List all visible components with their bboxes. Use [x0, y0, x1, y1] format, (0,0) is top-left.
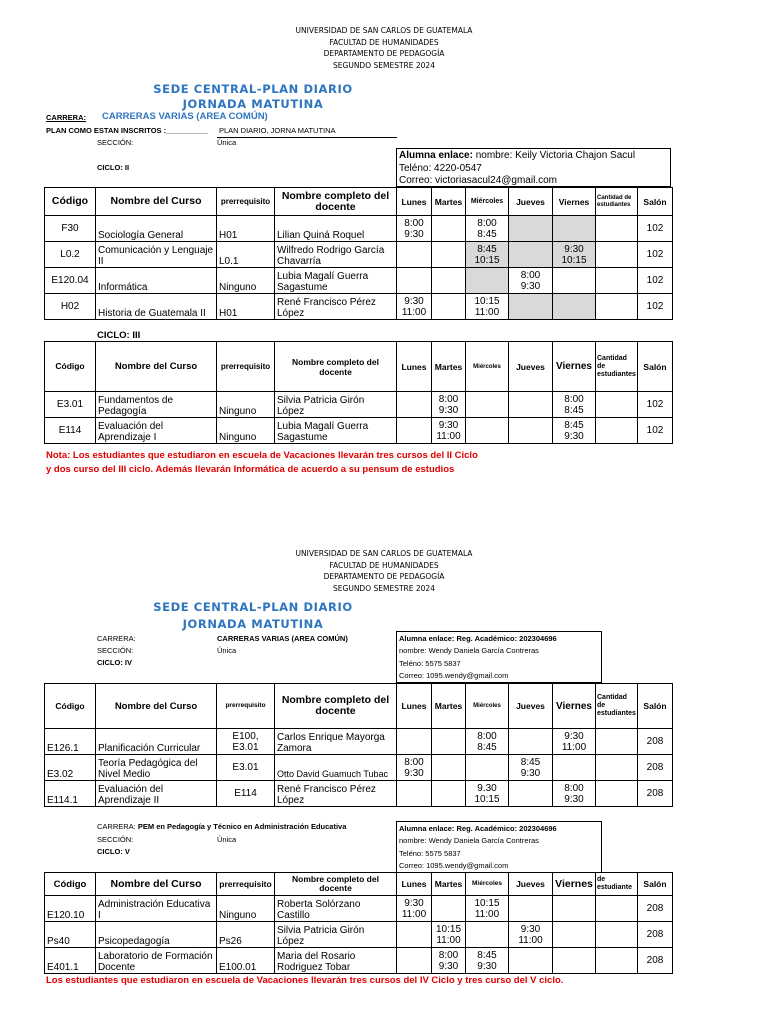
cell-codigo: H02 [45, 294, 96, 320]
cell-curso: Historia de Guatemala II [96, 294, 217, 320]
cell-salon: 208 [638, 781, 673, 807]
col-viernes: Viernes [553, 873, 596, 896]
col-martes: Martes [432, 188, 466, 216]
table-row [45, 729, 673, 755]
col-prerrequisito: prerrequisito [217, 873, 275, 896]
cell-curso: Evaluación del Aprendizaje II [96, 781, 217, 807]
col-cantidad: de estudiante [596, 873, 638, 896]
cell-docente: Lubia Magalí Guerra Sagastume [275, 268, 397, 294]
col-salon: Salón [638, 188, 673, 216]
cell-pre: E114 [217, 781, 275, 807]
enlace-label: Alumna enlace: [399, 150, 473, 161]
cell-miercoles: 10:15 11:00 [466, 896, 509, 922]
cell-miercoles [466, 392, 509, 418]
col-lunes: Lunes [397, 188, 432, 216]
seccion-label: SECCIÓN: [97, 138, 134, 147]
table-row [45, 216, 673, 242]
table-row [45, 922, 673, 948]
table-row [45, 268, 673, 294]
col-salon: Salón [638, 684, 673, 729]
cell-codigo: E114 [45, 418, 96, 444]
cell-jueves [509, 418, 553, 444]
plan-label: PLAN COMO ESTAN INSCRITOS :__________ [46, 126, 208, 135]
faculty-name: FACULTAD DE HUMANIDADES [329, 37, 439, 47]
cell-martes [432, 242, 466, 268]
cell-salon: 208 [638, 729, 673, 755]
cell-miercoles: 8:45 9:30 [466, 948, 509, 974]
table-header-row [45, 342, 673, 392]
cell-martes [432, 781, 466, 807]
cell-viernes: 8:00 8:45 [553, 392, 596, 418]
enlace-name: nombre: Wendy Daniela García Contreras [399, 646, 539, 656]
col-prerrequisito: prerrequisito [217, 684, 275, 729]
cell-salon: 102 [638, 216, 673, 242]
seccion-value: Única [217, 835, 237, 844]
ciclo-label: CICLO: V [97, 847, 130, 856]
cell-salon: 102 [638, 392, 673, 418]
col-lunes: Lunes [397, 342, 432, 392]
col-salon: Salón [638, 342, 673, 392]
col-jueves: Jueves [509, 873, 553, 896]
cell-cant [596, 216, 638, 242]
cell-docente: Silvia Patricia Girón López [275, 392, 397, 418]
cell-lunes [397, 242, 432, 268]
cell-salon: 102 [638, 294, 673, 320]
faculty-name: FACULTAD DE HUMANIDADES [329, 560, 439, 570]
cell-curso: Fundamentos de Pedagogía [96, 392, 217, 418]
cell-pre: E3.01 [217, 755, 275, 781]
col-codigo: Código [45, 342, 96, 392]
cell-cant [596, 268, 638, 294]
cell-codigo: E401.1 [45, 948, 96, 974]
cell-docente: Lilian Quiná Roquel [275, 216, 397, 242]
cell-jueves [509, 729, 553, 755]
alumna-enlace-box-2 [396, 631, 602, 683]
col-viernes: Viernes [553, 188, 596, 216]
cell-salon: 102 [638, 242, 673, 268]
cell-martes: 8:00 9:30 [432, 948, 466, 974]
seccion-label: SECCIÓN: [97, 835, 134, 844]
col-viernes: Viernes [553, 684, 596, 729]
institution-header-1 [0, 25, 768, 71]
cell-martes [432, 294, 466, 320]
ciclo-3-label: CICLO: III [97, 330, 141, 341]
cell-salon: 208 [638, 922, 673, 948]
col-prerrequisito: prerrequisito [217, 188, 275, 216]
carrera-value: CARRERAS VARIAS (AREA COMÚN) [217, 634, 348, 643]
table-row [45, 392, 673, 418]
cell-miercoles: 8:00 8:45 [466, 216, 509, 242]
table-row [45, 755, 673, 781]
cell-cant [596, 755, 638, 781]
cell-lunes [397, 729, 432, 755]
cell-docente: Otto David Guamuch Tubac [275, 755, 397, 781]
cell-curso: Comunicación y Lenguaje II [96, 242, 217, 268]
cell-lunes [397, 418, 432, 444]
cell-pre: Ninguno [217, 418, 275, 444]
cell-pre: H01 [217, 294, 275, 320]
cell-jueves [509, 781, 553, 807]
enlace-label: Alumna enlace: Reg. Académico: 202304696 [399, 634, 557, 643]
cell-salon: 208 [638, 948, 673, 974]
cell-jueves [509, 242, 553, 268]
cell-pre: Ninguno [217, 896, 275, 922]
enlace-email: Correo: victoriasacul24@gmail.com [399, 175, 557, 186]
cell-curso: Sociología General [96, 216, 217, 242]
cell-lunes [397, 268, 432, 294]
carrera-label: CARRERA: [97, 822, 136, 831]
col-jueves: Jueves [509, 188, 553, 216]
enlace-phone: Teléno: 4220-0547 [399, 162, 482, 174]
cell-lunes [397, 948, 432, 974]
cell-lunes: 8:00 9:30 [397, 755, 432, 781]
note-line-1: Nota: Los estudiantes que estudiaron en escuela de Vacaciones llevarán tres cursos del II Ciclo [46, 450, 478, 461]
cell-codigo: E120.10 [45, 896, 96, 922]
cell-pre: H01 [217, 216, 275, 242]
cell-curso: Planificación Curricular [96, 729, 217, 755]
schedule-table-ciclo-5 [44, 872, 673, 974]
cell-codigo: E3.02 [45, 755, 96, 781]
enlace-phone: Teléno: 5575 5837 [399, 848, 461, 858]
cell-salon: 208 [638, 755, 673, 781]
table-row [45, 294, 673, 320]
cell-cant [596, 242, 638, 268]
cell-viernes [553, 948, 596, 974]
cell-jueves [509, 948, 553, 974]
cell-curso: Evaluación del Aprendizaje I [96, 418, 217, 444]
cell-jueves [509, 896, 553, 922]
cell-cant [596, 294, 638, 320]
cell-martes: 10:15 11:00 [432, 922, 466, 948]
carrera-row-3 [97, 822, 346, 831]
cell-viernes [553, 294, 596, 320]
plan-underline [217, 137, 397, 138]
col-jueves: Jueves [509, 342, 553, 392]
carrera-label: CARRERA: [46, 113, 86, 122]
col-codigo: Código [45, 873, 96, 896]
cell-curso: Informática [96, 268, 217, 294]
university-name: UNIVERSIDAD DE SAN CARLOS DE GUATEMALA [295, 26, 473, 35]
cell-martes [432, 268, 466, 294]
cell-martes [432, 729, 466, 755]
cell-docente: Maria del Rosario Rodriguez Tobar [275, 948, 397, 974]
jornada-title: JORNADA MATUTINA [182, 97, 324, 111]
plan-value: PLAN DIARIO, JORNA MATUTINA [219, 126, 336, 135]
cell-viernes [553, 922, 596, 948]
cell-lunes [397, 922, 432, 948]
col-docente: Nombre completo del docente [275, 873, 397, 896]
cell-lunes: 8:00 9:30 [397, 216, 432, 242]
cell-jueves: 8:45 9:30 [509, 755, 553, 781]
col-martes: Martes [432, 342, 466, 392]
cell-curso: Psicopedagogía [96, 922, 217, 948]
cell-martes: 8:00 9:30 [432, 392, 466, 418]
col-viernes: Viernes [553, 342, 596, 392]
cell-cant [596, 392, 638, 418]
cell-pre: L0.1 [217, 242, 275, 268]
cell-jueves: 9:30 11:00 [509, 922, 553, 948]
seccion-label: SECCIÓN: [97, 646, 134, 655]
cell-docente: Roberta Solórzano Castillo [275, 896, 397, 922]
col-docente: Nombre completo del docente [275, 188, 397, 216]
cell-cant [596, 729, 638, 755]
col-docente: Nombre completo del docente [275, 342, 397, 392]
table-row [45, 418, 673, 444]
university-name: UNIVERSIDAD DE SAN CARLOS DE GUATEMALA [295, 549, 473, 558]
cell-viernes: 8:00 9:30 [553, 781, 596, 807]
cell-salon: 102 [638, 418, 673, 444]
cell-codigo: Ps40 [45, 922, 96, 948]
institution-header-2 [0, 548, 768, 594]
department-name: DEPARTAMENTO DE PEDAGOGÍA [323, 49, 445, 58]
table-header-row [45, 684, 673, 729]
cell-cant [596, 896, 638, 922]
cell-lunes [397, 781, 432, 807]
schedule-table-ciclo-3 [44, 341, 673, 444]
col-nombre-curso: Nombre del Curso [96, 873, 217, 896]
cell-jueves [509, 216, 553, 242]
table-header-row [45, 188, 673, 216]
cell-miercoles [466, 922, 509, 948]
col-martes: Martes [432, 684, 466, 729]
ciclo-label: CICLO: IV [97, 658, 132, 667]
cell-pre: E100, E3.01 [217, 729, 275, 755]
col-codigo: Código [45, 188, 96, 216]
schedule-table-ciclo-2 [44, 187, 673, 320]
cell-miercoles [466, 755, 509, 781]
cell-curso: Teoría Pedagógica del Nivel Medio [96, 755, 217, 781]
cell-miercoles [466, 418, 509, 444]
cell-cant [596, 922, 638, 948]
cell-miercoles [466, 268, 509, 294]
cell-pre: Ps26 [217, 922, 275, 948]
col-nombre-curso: Nombre del Curso [96, 188, 217, 216]
plan-title: SEDE CENTRAL-PLAN DIARIO [153, 82, 353, 96]
seccion-value: Única [217, 138, 237, 147]
col-miercoles: Miércoles [466, 342, 509, 392]
col-martes: Martes [432, 873, 466, 896]
enlace-phone: Teléno: 5575 5837 [399, 658, 461, 668]
enlace-name: nombre: Keily Victoria Chajon Sacul [475, 150, 636, 161]
cell-viernes: 9:30 10:15 [553, 242, 596, 268]
cell-docente: Lubia Magalí Guerra Sagastume [275, 418, 397, 444]
semester-label: SEGUNDO SEMESTRE 2024 [333, 583, 435, 593]
cell-docente: Carlos Enrique Mayorga Zamora [275, 729, 397, 755]
cell-viernes [553, 755, 596, 781]
alumna-enlace-box [396, 148, 671, 187]
cell-lunes [397, 392, 432, 418]
cell-lunes: 9:30 11:00 [397, 294, 432, 320]
cell-jueves [509, 392, 553, 418]
ciclo-label: CICLO: II [97, 163, 130, 172]
note-bottom: Los estudiantes que estudiaron en escuela de Vacaciones llevarán tres cursos del IV Ciclo y tres curso del V ciclo. [46, 975, 564, 986]
alumna-enlace-box-3 [396, 821, 602, 873]
enlace-name: nombre: Wendy Daniela García Contreras [399, 836, 539, 846]
table-row [45, 896, 673, 922]
cell-curso: Administración Educativa I [96, 896, 217, 922]
cell-pre: Ninguno [217, 392, 275, 418]
cell-codigo: L0.2 [45, 242, 96, 268]
cell-viernes: 9:30 11:00 [553, 729, 596, 755]
table-row [45, 242, 673, 268]
cell-salon: 102 [638, 268, 673, 294]
cell-viernes [553, 268, 596, 294]
cell-jueves [509, 294, 553, 320]
plan-title: SEDE CENTRAL-PLAN DIARIO [153, 600, 353, 614]
schedule-table-ciclo-4 [44, 683, 673, 807]
col-miercoles: Miércoles [466, 873, 509, 896]
cell-viernes: 8:45 9:30 [553, 418, 596, 444]
seccion-value: Única [217, 646, 237, 655]
cell-martes [432, 755, 466, 781]
col-lunes: Lunes [397, 873, 432, 896]
cell-codigo: E126.1 [45, 729, 96, 755]
col-cantidad: Cantidad de estudiantes [596, 342, 638, 392]
cell-jueves: 8:00 9:30 [509, 268, 553, 294]
enlace-email: Correo: 1095.wendy@gmail.com [399, 670, 509, 680]
col-nombre-curso: Nombre del Curso [96, 684, 217, 729]
col-nombre-curso: Nombre del Curso [96, 342, 217, 392]
cell-docente: René Francisco Pérez López [275, 294, 397, 320]
table-header-row [45, 873, 673, 896]
col-codigo: Código [45, 684, 96, 729]
cell-salon: 208 [638, 896, 673, 922]
col-lunes: Lunes [397, 684, 432, 729]
cell-martes: 9:30 11:00 [432, 418, 466, 444]
cell-docente: René Francisco Pérez López [275, 781, 397, 807]
cell-miercoles: 10:15 11:00 [466, 294, 509, 320]
col-cantidad: Cantidad de estudiantes [596, 684, 638, 729]
cell-codigo: F30 [45, 216, 96, 242]
col-miercoles: Miércoles [466, 188, 509, 216]
cell-docente: Silvia Patricia Girón López [275, 922, 397, 948]
cell-curso: Laboratorio de Formación Docente [96, 948, 217, 974]
cell-cant [596, 948, 638, 974]
col-cantidad: Cantidad de estudiantes [596, 188, 638, 216]
enlace-email: Correo: 1095.wendy@gmail.com [399, 860, 509, 870]
note-line-2: y dos curso del III ciclo. Además llevarán Informática de acuerdo a su pensum de estudios [46, 464, 455, 475]
carrera-value: PEM en Pedagogía y Técnico en Administración Educativa [137, 822, 347, 831]
cell-lunes: 9:30 11:00 [397, 896, 432, 922]
cell-viernes [553, 896, 596, 922]
carrera-value: CARRERAS VARIAS (AREA COMÚN) [102, 111, 268, 122]
cell-cant [596, 418, 638, 444]
cell-miercoles: 9.30 10:15 [466, 781, 509, 807]
col-salon: Salón [638, 873, 673, 896]
cell-codigo: E114.1 [45, 781, 96, 807]
cell-martes [432, 896, 466, 922]
cell-martes [432, 216, 466, 242]
semester-label: SEGUNDO SEMESTRE 2024 [333, 60, 435, 70]
cell-codigo: E120.04 [45, 268, 96, 294]
col-prerrequisito: prerrequisito [217, 342, 275, 392]
col-jueves: Jueves [509, 684, 553, 729]
cell-codigo: E3.01 [45, 392, 96, 418]
cell-miercoles: 8:45 10:15 [466, 242, 509, 268]
cell-docente: Wilfredo Rodrigo García Chavarría [275, 242, 397, 268]
cell-miercoles: 8:00 8:45 [466, 729, 509, 755]
jornada-title: JORNADA MATUTINA [182, 617, 324, 631]
cell-cant [596, 781, 638, 807]
table-row [45, 781, 673, 807]
col-miercoles: Miércoles [466, 684, 509, 729]
enlace-label: Alumna enlace: Reg. Académico: 202304696 [399, 824, 557, 833]
carrera-label: CARRERA: [97, 634, 136, 643]
cell-pre: Ninguno [217, 268, 275, 294]
department-name: DEPARTAMENTO DE PEDAGOGÍA [323, 572, 445, 581]
table-row [45, 948, 673, 974]
cell-viernes [553, 216, 596, 242]
col-docente: Nombre completo del docente [275, 684, 397, 729]
cell-pre: E100.01 [217, 948, 275, 974]
